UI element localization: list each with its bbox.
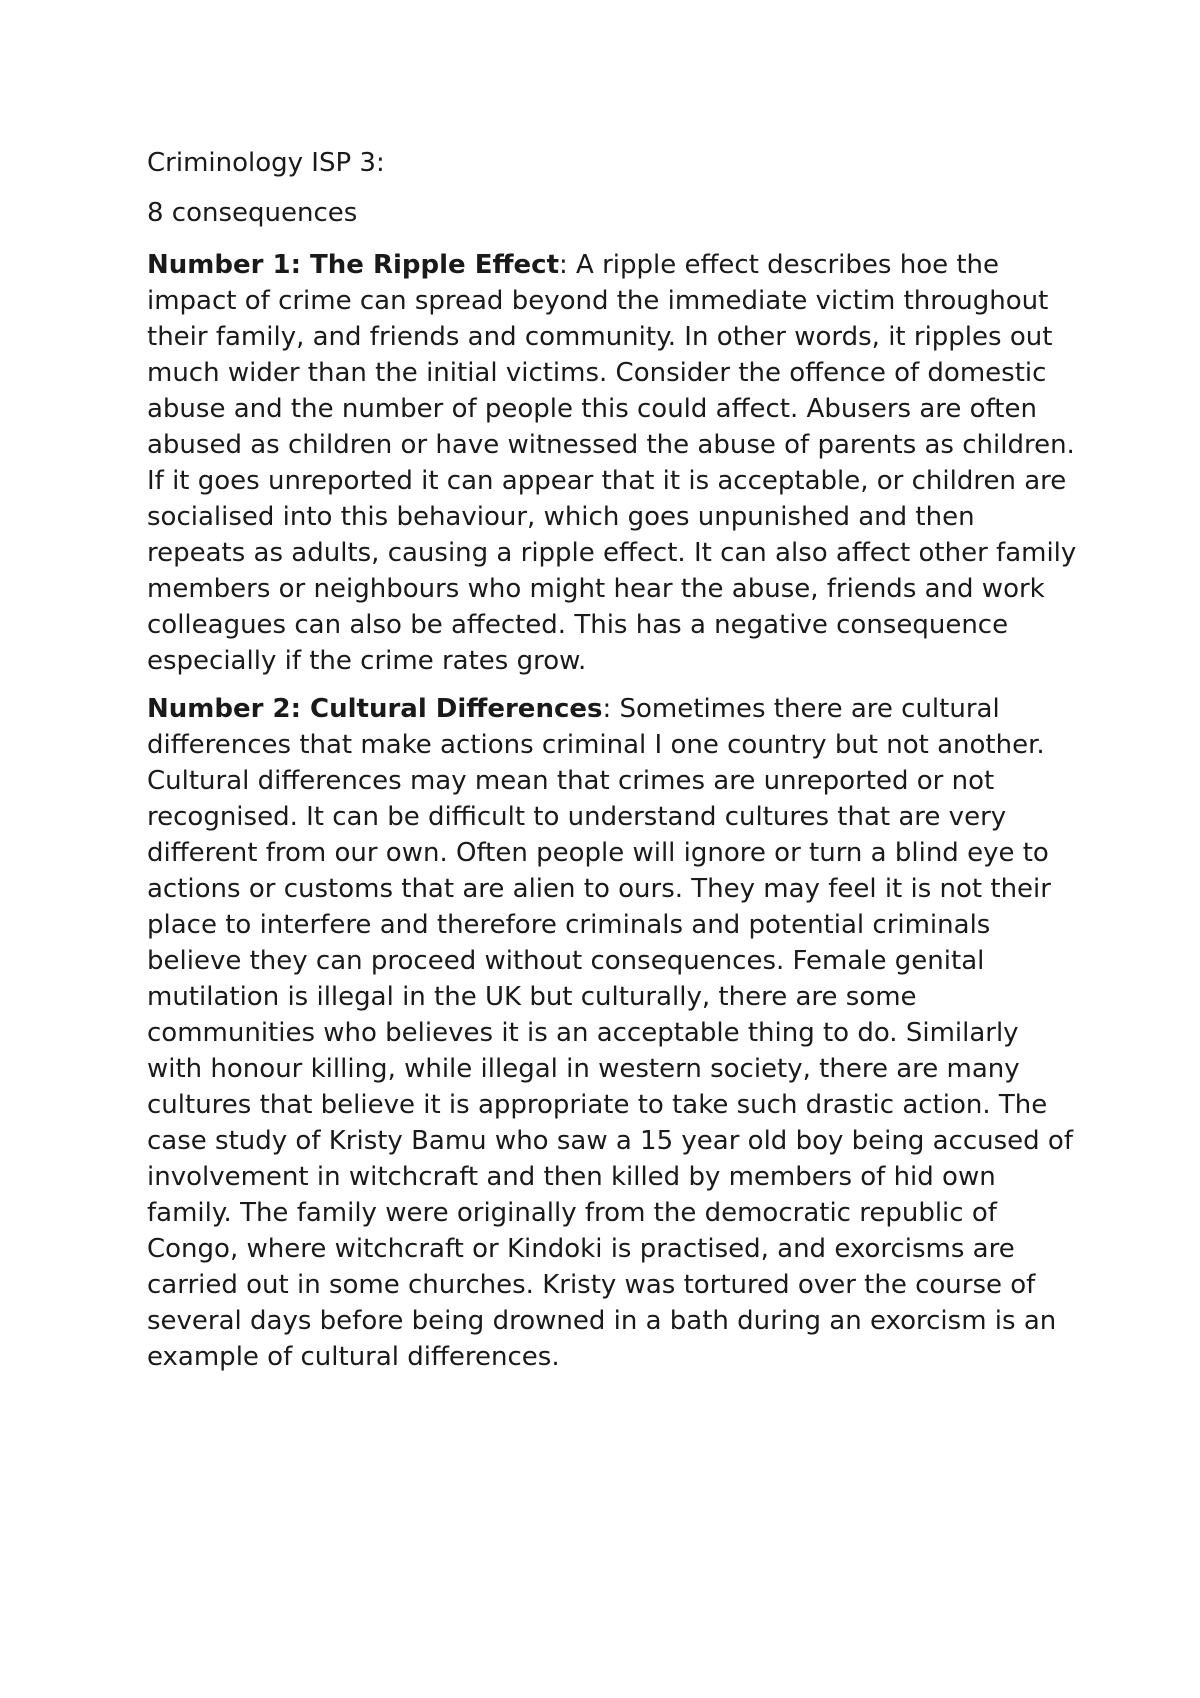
section-heading: Number 2: Cultural Differences [147,694,603,724]
document-body [147,145,1077,1387]
section-heading: Number 1: The Ripple Effect [147,250,560,280]
section-body: : Sometimes there are cultural differences that make actions criminal I one country but not another. Cultural differences may mean that crimes are unreported or not recognised. It can be difficult to understand cultures that are very different from our own. Often people will ignore or turn a blind eye to actions or customs that are alien to ours. They may feel it is not their place to interfere and therefore criminals and potential criminals believe they can proceed without consequences. Female genital mutilation is illegal in the UK but culturally, there are some communities who believes it is an acceptable thing to do. Similarly with honour killing, while illegal in western society, there are many cultures that believe it is appropriate to take such drastic action. The case study of Kristy Bamu who saw a 15 year old boy being accused of involvement in witchcraft and then killed by members of hid own family. The family were originally from the democratic republic of Congo, where witchcraft or Kindoki is practised, and exorcisms are carried out in some churches. Kristy was tortured over the course of several days before being drowned in a bath during an exorcism is an example of cultural differences. [147,694,1073,1372]
section-cultural-differences [147,691,1077,1375]
section-ripple-effect [147,247,1077,679]
section-body: : A ripple effect describes hoe the impact of crime can spread beyond the immediate victim throughout their family, and friends and community. In other words, it ripples out much wider than the initial victims. Consider the offence of domestic abuse and the number of people this could affect. Abusers are often abused as children or have witnessed the abuse of parents as children. If it goes unreported it can appear that it is acceptable, or children are socialised into this behaviour, which goes unpunished and then repeats as adults, causing a ripple effect. It can also affect other family members or neighbours who might hear the abuse, friends and work colleagues can also be affected. This has a negative consequence especially if the crime rates grow. [147,250,1077,676]
document-title: Criminology ISP 3: [147,148,385,178]
document-subtitle: 8 consequences [147,198,358,228]
